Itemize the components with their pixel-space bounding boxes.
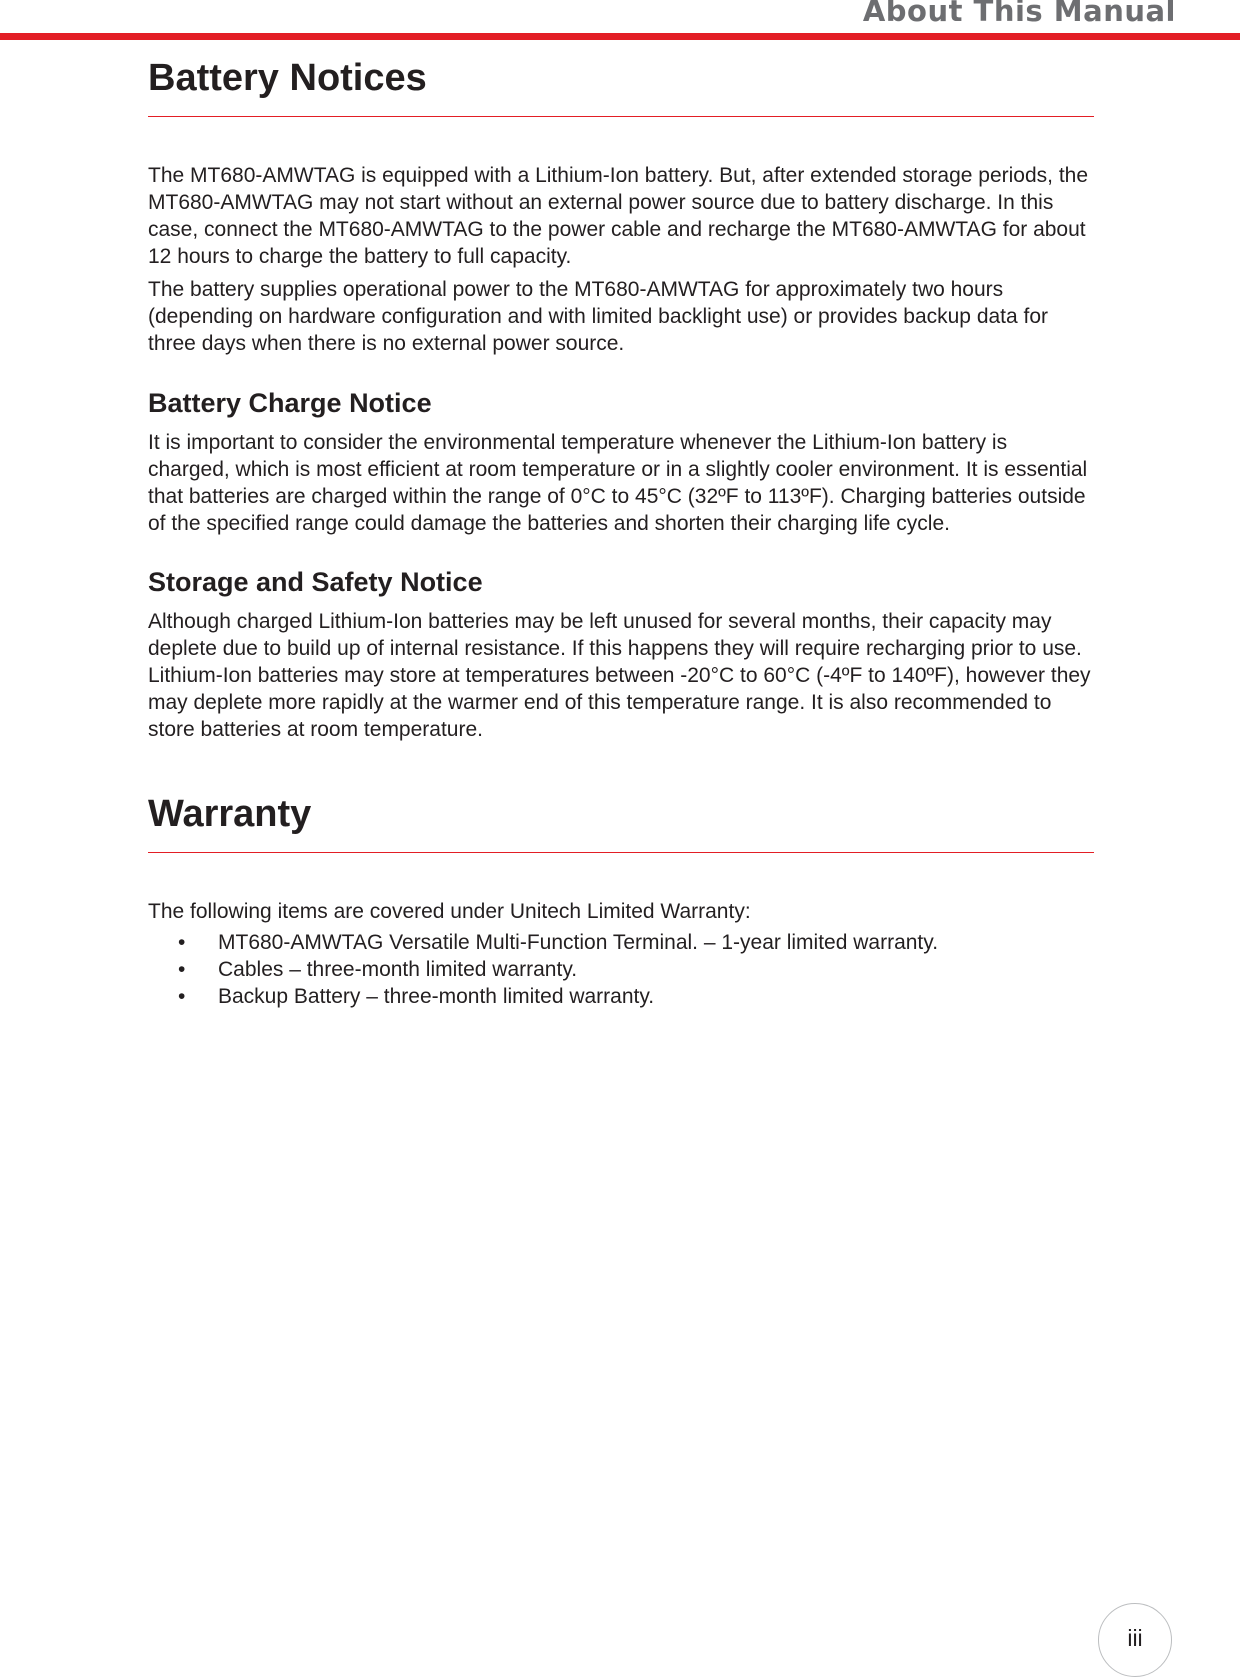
header-red-rule <box>0 33 1240 40</box>
list-item <box>148 929 1094 956</box>
section-title-warranty: Warranty <box>148 793 312 836</box>
paragraph: The MT680-AMWTAG is equipped with a Lithium-Ion battery. But, after extended storage periods, the MT680-AMWTAG may not start without an external power source due to battery discharge. In this case, connect the MT680-AMWTAG to the power cable and recharge the MT680-AMWTAG for about 12 hours to charge the battery to full capacity. <box>148 163 1089 268</box>
warranty-section <box>148 786 1094 1010</box>
running-header-title: About This Manual <box>862 0 1176 28</box>
bullet-icon: • <box>178 930 186 954</box>
list-item-text: Backup Battery – three-month limited warranty. <box>218 984 655 1008</box>
paragraph: The battery supplies operational power to the MT680-AMWTAG for approximately two hours (depending on hardware configuration and with limited backlight use) or provides backup data for three days when there is no external power source. <box>148 277 1049 355</box>
section-rule <box>148 116 1094 117</box>
paragraph: It is important to consider the environmental temperature whenever the Lithium-Ion battery is charged, which is most efficient at room temperature or in a slightly cooler environment. It is essential that batteries are charged within the range of 0°C to 45°C (32ºF to 113ºF). Charging batteries outside of the specified range could damage the batteries and shorten their charging life cycle. <box>148 430 1088 535</box>
warranty-intro: The following items are covered under Unitech Limited Warranty: <box>148 899 751 923</box>
section-title-battery-notices: Battery Notices <box>148 57 427 99</box>
battery-notices-section <box>148 50 1094 743</box>
warranty-body <box>148 898 1094 1010</box>
list-item <box>148 956 1094 983</box>
section-rule <box>148 852 1094 853</box>
list-item-text: MT680-AMWTAG Versatile Multi-Function Terminal. – 1-year limited warranty. <box>218 930 939 954</box>
battery-notices-body <box>148 162 1094 357</box>
list-item-text: Cables – three-month limited warranty. <box>218 957 578 981</box>
subsection-title-storage-safety: Storage and Safety Notice <box>148 566 483 597</box>
bullet-icon: • <box>178 984 186 1008</box>
bullet-icon: • <box>178 957 186 981</box>
warranty-items-list <box>148 929 1094 1010</box>
battery-charge-notice <box>148 387 1094 537</box>
list-item <box>148 983 1094 1010</box>
storage-safety-notice <box>148 566 1094 743</box>
page-content <box>148 50 1094 1010</box>
page-number-badge: iii <box>1098 1603 1172 1677</box>
subsection-title-battery-charge: Battery Charge Notice <box>148 387 432 418</box>
paragraph: Although charged Lithium-Ion batteries may be left unused for several months, their capacity may deplete due to build up of internal resistance. If this happens they will require recharging prior to use. Lithium-Ion batteries may store at temperatures between -20°C to 60°C (-4ºF to 140ºF), however they may deplete more rapidly at the warmer end of this temperature range. It is also recommended to store batteries at room temperature. <box>148 610 1091 742</box>
